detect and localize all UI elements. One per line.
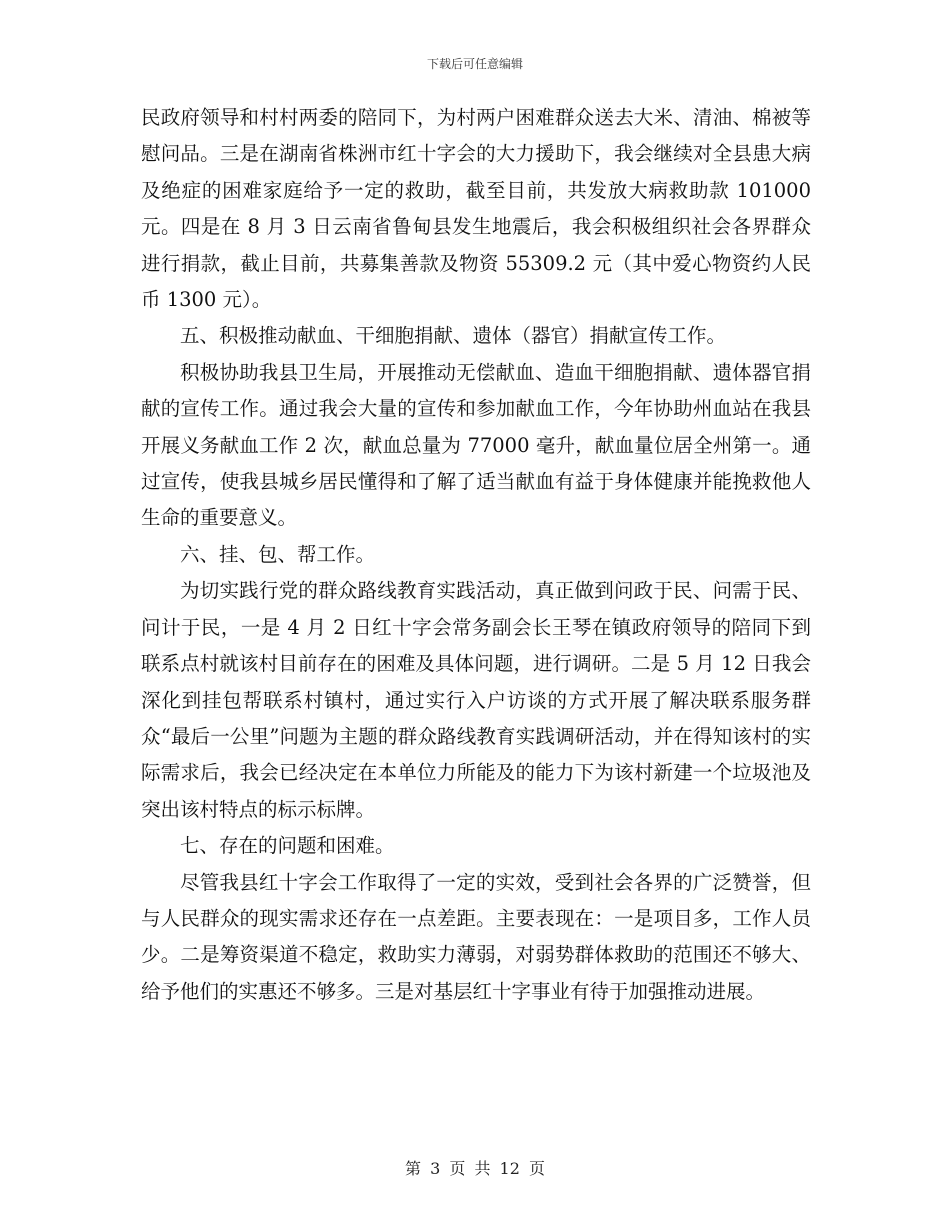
paragraph-problems: 尽管我县红十字会工作取得了一定的实效，受到社会各界的广泛赞誉，但与人民群众的现实需求还存在一点差距。主要表现在：一是项目多，工作人员少。二是筹资渠道不稳定，救助实力薄弱，对弱势群体救助的范围还不够大、给予他们的实惠还不够多。三是对基层红十字事业有待于加强推动进展。 — [141, 870, 811, 1003]
page-footer: 第 3 页 共 12 页 — [405, 1159, 545, 1178]
paragraph-relief-work: 民政府领导和村村两委的陪同下，为村两户困难群众送去大米、清油、棉被等慰问品。三是在湖南省株洲市红十字会的大力援助下，我会继续对全县患大病及绝症的困难家庭给予一定的救助，截至目前，共发放大病救助款 101000 元。四是在 8 月 3 日云南省鲁甸县发生地震后，我会积极组织社会各界群众进行捐款，截止目前，共募集善款及物资 55309.2 元（其中爱心物资约人民币 1300 元）。 — [141, 106, 811, 312]
section-heading-gua-bao-bang: 六、挂、包、帮工作。 — [180, 542, 376, 566]
section-heading-problems: 七、存在的问题和困难。 — [180, 834, 395, 858]
document-body — [141, 100, 811, 1010]
paragraph-blood-donation: 积极协助我县卫生局，开展推动无偿献血、造血干细胞捐献、遗体器官捐献的宣传工作。通过我会大量的宣传和参加献血工作，今年协助州血站在我县开展义务献血工作 2 次，献血总量为 77000 毫升，献血量位居全州第一。通过宣传，使我县城乡居民懂得和了解了适当献血有益于身体健康并能挽救他人生命的重要意义。 — [141, 360, 811, 530]
section-heading-blood-donation: 五、积极推动献血、干细胞捐献、遗体（器官）捐献宣传工作。 — [180, 324, 727, 348]
paragraph-gua-bao-bang: 为切实践行党的群众路线教育实践活动，真正做到问政于民、问需于民、问计于民，一是 4 月 2 日红十字会常务副会长王琴在镇政府领导的陪同下到联系点村就该村目前存在的困难及具体问题，进行调研。二是 5 月 12 日我会深化到挂包帮联系村镇村，通过实行入户访谈的方式开展了解决联系服务群众“最后一公里”问题为主题的群众路线教育实践调研活动，并在得知该村的实际需求后，我会已经决定在本单位力所能及的能力下为该村新建一个垃圾池及突出该村特点的标示标牌。 — [141, 579, 811, 821]
page-header: 下载后可任意编辑 — [426, 57, 523, 71]
